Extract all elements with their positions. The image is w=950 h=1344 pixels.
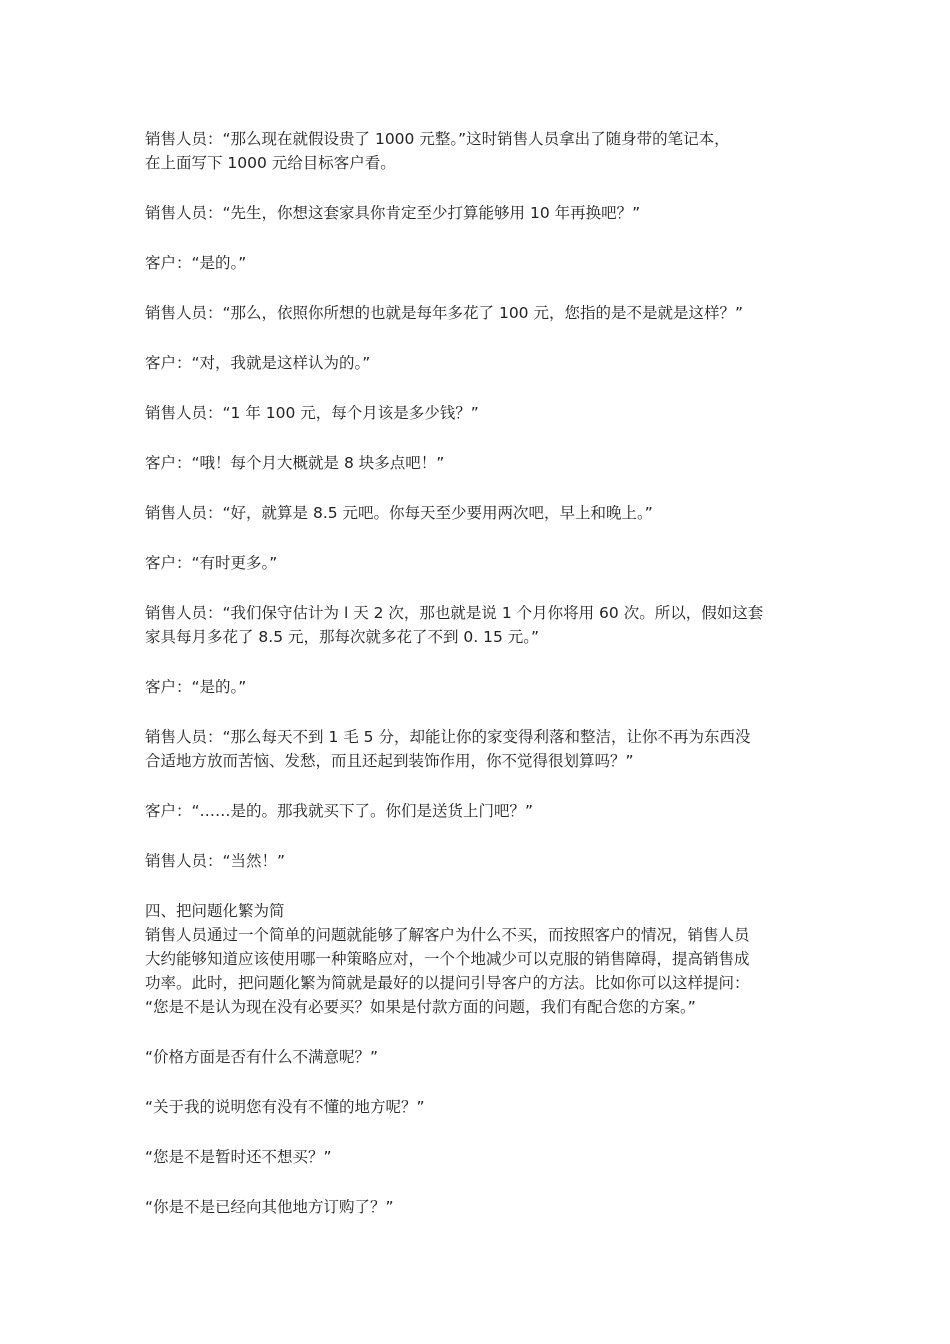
text-line: 客户：“哦！每个月大概就是 8 块多点吧！”	[145, 454, 445, 472]
text-line: 销售人员：“好，就算是 8.5 元吧。你每天至少要用两次吧，早上和晚上。”	[145, 504, 653, 522]
paragraph-17	[145, 1045, 810, 1069]
paragraph-14	[145, 849, 810, 873]
text-line: 客户：“……是的。那我就买下了。你们是送货上门吧？”	[145, 802, 534, 820]
paragraph-5	[145, 351, 810, 375]
text-line: 销售人员：“那么现在就假设贵了 1000 元整。”这时销售人员拿出了随身带的笔记本，	[145, 130, 730, 148]
text-line: “关于我的说明您有没有不懂的地方呢？”	[145, 1098, 425, 1116]
paragraph-16	[145, 923, 810, 1019]
paragraph-19	[145, 1145, 810, 1169]
text-line: 合适地方放而苦恼、发愁，而且还起到装饰作用，你不觉得很划算吗？”	[145, 752, 634, 770]
paragraph-2	[145, 201, 810, 225]
text-line: “您是不是暂时还不想买？”	[145, 1148, 332, 1166]
text-line: 销售人员：“我们保守估计为 l 天 2 次，那也就是说 1 个月你将用 60 次。所以，假如这套	[145, 604, 764, 622]
paragraph-12	[145, 725, 810, 773]
paragraph-7	[145, 451, 810, 475]
text-line: 销售人员：“那么，依照你所想的也就是每年多花了 100 元，您指的是不是就是这样？”	[145, 304, 744, 322]
paragraph-18	[145, 1095, 810, 1119]
text-line: 销售人员通过一个简单的问题就能够了解客户为什么不买，而按照客户的情况，销售人员	[145, 926, 750, 944]
text-line: 客户：“有时更多。”	[145, 554, 278, 572]
heading-text: 四、把问题化繁为简	[145, 902, 285, 920]
paragraph-20	[145, 1195, 810, 1219]
text-line: “你是不是已经向其他地方订购了？”	[145, 1198, 394, 1216]
text-line: 销售人员：“那么每天不到 1 毛 5 分，却能让你的家变得利落和整洁，让你不再为东西没	[145, 728, 751, 746]
paragraph-10	[145, 601, 810, 649]
text-line: 大约能够知道应该使用哪一种策略应对，一个个地减少可以克服的销售障碍，提高销售成	[145, 950, 750, 968]
text-line: “价格方面是否有什么不满意呢？”	[145, 1048, 379, 1066]
paragraph-13	[145, 799, 810, 823]
paragraph-1	[145, 127, 810, 175]
text-line: 客户：“是的。”	[145, 678, 247, 696]
text-line: 销售人员：“1 年 100 元，每个月该是多少钱？”	[145, 404, 479, 422]
text-line: 家具每月多花了 8.5 元，那每次就多花了不到 0. 15 元。”	[145, 628, 540, 646]
paragraph-9	[145, 551, 810, 575]
text-line: 客户：“对，我就是这样认为的。”	[145, 354, 371, 372]
document-page	[145, 127, 810, 1245]
text-line: 客户：“是的。”	[145, 254, 247, 272]
text-line: “您是不是认为现在没有必要买？如果是付款方面的问题，我们有配合您的方案。”	[145, 998, 696, 1016]
text-line: 在上面写下 1000 元给目标客户看。	[145, 154, 396, 172]
section-heading	[145, 899, 810, 923]
paragraph-4	[145, 301, 810, 325]
paragraph-3	[145, 251, 810, 275]
paragraph-6	[145, 401, 810, 425]
paragraph-11	[145, 675, 810, 699]
text-line: 销售人员：“先生，你想这套家具你肯定至少打算能够用 10 年再换吧？”	[145, 204, 641, 222]
text-line: 功率。此时，把问题化繁为简就是最好的以提问引导客户的方法。比如你可以这样提问：	[145, 974, 750, 992]
text-line: 销售人员：“当然！”	[145, 852, 286, 870]
paragraph-8	[145, 501, 810, 525]
